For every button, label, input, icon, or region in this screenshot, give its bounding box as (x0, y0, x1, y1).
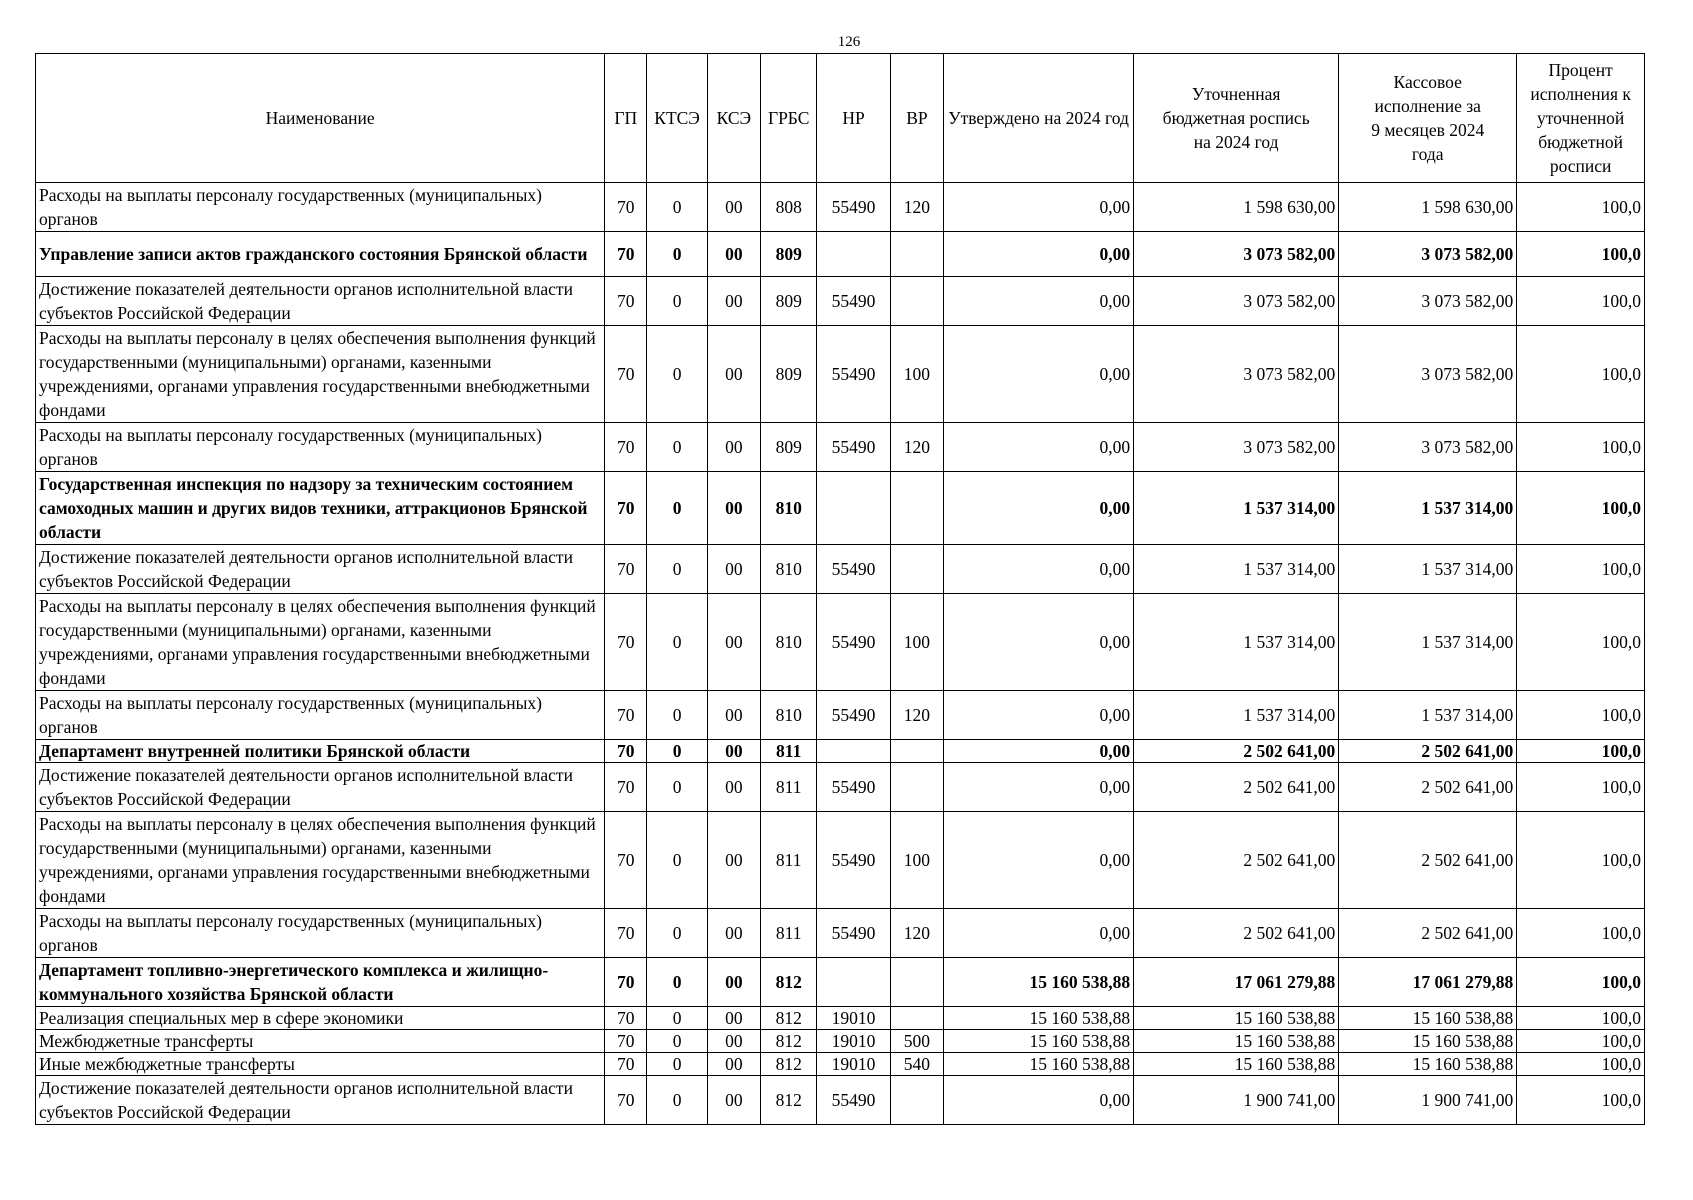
cell-cash: 3 073 582,00 (1339, 232, 1517, 277)
cell-name: Расходы на выплаты персоналу государственных (муниципальных) органов (36, 691, 605, 740)
cell-gp: 70 (605, 812, 647, 909)
cell-percent: 100,0 (1517, 326, 1645, 423)
cell-approved: 0,00 (944, 594, 1134, 691)
cell-cash: 3 073 582,00 (1339, 277, 1517, 326)
table-row (36, 909, 1645, 958)
cell-cash: 1 537 314,00 (1339, 472, 1517, 545)
cell-nr: 19010 (817, 1030, 890, 1053)
cell-name: Управление записи актов гражданского состояния Брянской области (36, 232, 605, 277)
table-row (36, 232, 1645, 277)
cell-approved: 0,00 (944, 232, 1134, 277)
cell-kse: 00 (707, 545, 760, 594)
cell-grbs: 812 (761, 958, 817, 1007)
cell-gp: 70 (605, 277, 647, 326)
header-ktse: КТСЭ (647, 54, 707, 183)
cell-grbs: 809 (761, 326, 817, 423)
cell-approved: 0,00 (944, 691, 1134, 740)
cell-nr: 55490 (817, 763, 890, 812)
cell-cash: 15 160 538,88 (1339, 1030, 1517, 1053)
cell-percent: 100,0 (1517, 1053, 1645, 1076)
cell-gp: 70 (605, 594, 647, 691)
cell-vr: 100 (890, 812, 943, 909)
cell-cash: 1 900 741,00 (1339, 1076, 1517, 1125)
cell-percent: 100,0 (1517, 740, 1645, 763)
cell-refined: 1 537 314,00 (1134, 691, 1339, 740)
cell-name: Расходы на выплаты персоналу в целях обеспечения выполнения функций государственными (муниципальными) органами, казенными учреждениями, органами управления государственными внебюджетными фондами (36, 326, 605, 423)
table-row (36, 183, 1645, 232)
cell-approved: 0,00 (944, 545, 1134, 594)
header-percent: Процент исполнения к уточненной бюджетной росписи (1517, 54, 1645, 183)
cell-nr: 55490 (817, 909, 890, 958)
cell-grbs: 812 (761, 1007, 817, 1030)
cell-refined: 2 502 641,00 (1134, 763, 1339, 812)
cell-ktse: 0 (647, 326, 707, 423)
cell-nr: 55490 (817, 277, 890, 326)
cell-vr (890, 277, 943, 326)
cell-nr: 19010 (817, 1053, 890, 1076)
table-row (36, 1053, 1645, 1076)
cell-vr (890, 1007, 943, 1030)
cell-kse: 00 (707, 691, 760, 740)
cell-percent: 100,0 (1517, 691, 1645, 740)
cell-percent: 100,0 (1517, 183, 1645, 232)
cell-ktse: 0 (647, 183, 707, 232)
cell-refined: 15 160 538,88 (1134, 1007, 1339, 1030)
cell-grbs: 810 (761, 545, 817, 594)
cell-grbs: 810 (761, 472, 817, 545)
cell-kse: 00 (707, 1007, 760, 1030)
cell-percent: 100,0 (1517, 594, 1645, 691)
cell-nr: 55490 (817, 326, 890, 423)
cell-refined: 2 502 641,00 (1134, 909, 1339, 958)
cell-refined: 1 598 630,00 (1134, 183, 1339, 232)
cell-name: Государственная инспекция по надзору за техническим состоянием самоходных машин и других видов техники, аттракционов Брянской области (36, 472, 605, 545)
cell-percent: 100,0 (1517, 1076, 1645, 1125)
cell-cash: 1 537 314,00 (1339, 594, 1517, 691)
header-grbs: ГРБС (761, 54, 817, 183)
cell-ktse: 0 (647, 423, 707, 472)
cell-ktse: 0 (647, 1030, 707, 1053)
cell-approved: 15 160 538,88 (944, 958, 1134, 1007)
cell-cash: 2 502 641,00 (1339, 909, 1517, 958)
header-nr: НР (817, 54, 890, 183)
cell-grbs: 808 (761, 183, 817, 232)
cell-name: Расходы на выплаты персоналу государственных (муниципальных) органов (36, 183, 605, 232)
cell-cash: 17 061 279,88 (1339, 958, 1517, 1007)
cell-vr: 500 (890, 1030, 943, 1053)
cell-kse: 00 (707, 1030, 760, 1053)
cell-name: Межбюджетные трансферты (36, 1030, 605, 1053)
header-gp: ГП (605, 54, 647, 183)
cell-vr (890, 232, 943, 277)
budget-table (35, 53, 1645, 1125)
cell-ktse: 0 (647, 472, 707, 545)
cell-gp: 70 (605, 183, 647, 232)
table-row (36, 277, 1645, 326)
cell-kse: 00 (707, 423, 760, 472)
cell-grbs: 811 (761, 909, 817, 958)
cell-approved: 15 160 538,88 (944, 1030, 1134, 1053)
cell-name: Департамент внутренней политики Брянской области (36, 740, 605, 763)
cell-name: Расходы на выплаты персоналу в целях обеспечения выполнения функций государственными (муниципальными) органами, казенными учреждениями, органами управления государственными внебюджетными фондами (36, 812, 605, 909)
cell-gp: 70 (605, 909, 647, 958)
cell-grbs: 809 (761, 277, 817, 326)
cell-nr: 55490 (817, 1076, 890, 1125)
cell-kse: 00 (707, 740, 760, 763)
cell-vr (890, 1076, 943, 1125)
cell-refined: 1 537 314,00 (1134, 545, 1339, 594)
cell-gp: 70 (605, 740, 647, 763)
table-row (36, 763, 1645, 812)
cell-gp: 70 (605, 1076, 647, 1125)
cell-name: Иные межбюджетные трансферты (36, 1053, 605, 1076)
cell-ktse: 0 (647, 763, 707, 812)
header-cash: Кассовое исполнение за 9 месяцев 2024 года (1339, 54, 1517, 183)
cell-vr (890, 763, 943, 812)
cell-approved: 15 160 538,88 (944, 1007, 1134, 1030)
cell-ktse: 0 (647, 691, 707, 740)
cell-nr (817, 958, 890, 1007)
cell-kse: 00 (707, 594, 760, 691)
cell-approved: 0,00 (944, 909, 1134, 958)
cell-grbs: 809 (761, 232, 817, 277)
page-number: 126 (837, 34, 861, 50)
cell-name: Достижение показателей деятельности органов исполнительной власти субъектов Российской Федерации (36, 763, 605, 812)
cell-gp: 70 (605, 691, 647, 740)
cell-vr (890, 740, 943, 763)
cell-percent: 100,0 (1517, 1030, 1645, 1053)
cell-kse: 00 (707, 958, 760, 1007)
cell-vr (890, 545, 943, 594)
cell-gp: 70 (605, 1030, 647, 1053)
cell-kse: 00 (707, 1053, 760, 1076)
cell-cash: 1 537 314,00 (1339, 691, 1517, 740)
cell-cash: 3 073 582,00 (1339, 326, 1517, 423)
cell-cash: 3 073 582,00 (1339, 423, 1517, 472)
cell-cash: 2 502 641,00 (1339, 812, 1517, 909)
cell-kse: 00 (707, 472, 760, 545)
cell-vr: 120 (890, 909, 943, 958)
cell-grbs: 812 (761, 1076, 817, 1125)
cell-vr: 540 (890, 1053, 943, 1076)
cell-refined: 1 537 314,00 (1134, 472, 1339, 545)
table-row (36, 594, 1645, 691)
cell-grbs: 810 (761, 594, 817, 691)
cell-approved: 0,00 (944, 423, 1134, 472)
cell-refined: 2 502 641,00 (1134, 812, 1339, 909)
cell-gp: 70 (605, 232, 647, 277)
cell-approved: 0,00 (944, 1076, 1134, 1125)
header-approved: Утверждено на 2024 год (944, 54, 1134, 183)
cell-nr: 55490 (817, 545, 890, 594)
table-row (36, 1076, 1645, 1125)
cell-gp: 70 (605, 326, 647, 423)
cell-cash: 2 502 641,00 (1339, 763, 1517, 812)
table-body (36, 183, 1645, 1125)
cell-gp: 70 (605, 423, 647, 472)
cell-kse: 00 (707, 277, 760, 326)
cell-percent: 100,0 (1517, 232, 1645, 277)
table-row (36, 958, 1645, 1007)
cell-kse: 00 (707, 1076, 760, 1125)
cell-kse: 00 (707, 909, 760, 958)
cell-percent: 100,0 (1517, 958, 1645, 1007)
cell-nr: 19010 (817, 1007, 890, 1030)
cell-grbs: 811 (761, 812, 817, 909)
cell-gp: 70 (605, 545, 647, 594)
cell-name: Достижение показателей деятельности органов исполнительной власти субъектов Российской Федерации (36, 545, 605, 594)
table-row (36, 326, 1645, 423)
cell-nr: 55490 (817, 423, 890, 472)
table-header-row (36, 54, 1645, 183)
cell-nr (817, 740, 890, 763)
cell-refined: 3 073 582,00 (1134, 277, 1339, 326)
cell-gp: 70 (605, 958, 647, 1007)
cell-percent: 100,0 (1517, 909, 1645, 958)
cell-kse: 00 (707, 763, 760, 812)
cell-ktse: 0 (647, 812, 707, 909)
cell-ktse: 0 (647, 1007, 707, 1030)
cell-refined: 3 073 582,00 (1134, 423, 1339, 472)
cell-ktse: 0 (647, 1076, 707, 1125)
cell-name: Расходы на выплаты персоналу государственных (муниципальных) органов (36, 423, 605, 472)
cell-grbs: 809 (761, 423, 817, 472)
cell-vr: 100 (890, 326, 943, 423)
cell-ktse: 0 (647, 232, 707, 277)
cell-vr: 100 (890, 594, 943, 691)
cell-percent: 100,0 (1517, 472, 1645, 545)
cell-refined: 3 073 582,00 (1134, 326, 1339, 423)
cell-refined: 1 537 314,00 (1134, 594, 1339, 691)
cell-nr (817, 232, 890, 277)
cell-ktse: 0 (647, 909, 707, 958)
table-row (36, 1030, 1645, 1053)
cell-percent: 100,0 (1517, 277, 1645, 326)
cell-grbs: 810 (761, 691, 817, 740)
cell-approved: 0,00 (944, 277, 1134, 326)
cell-refined: 15 160 538,88 (1134, 1053, 1339, 1076)
cell-name: Достижение показателей деятельности органов исполнительной власти субъектов Российской Федерации (36, 1076, 605, 1125)
cell-vr: 120 (890, 423, 943, 472)
table-row (36, 812, 1645, 909)
cell-name: Достижение показателей деятельности органов исполнительной власти субъектов Российской Федерации (36, 277, 605, 326)
cell-ktse: 0 (647, 277, 707, 326)
cell-refined: 17 061 279,88 (1134, 958, 1339, 1007)
cell-kse: 00 (707, 232, 760, 277)
cell-vr: 120 (890, 183, 943, 232)
cell-refined: 15 160 538,88 (1134, 1030, 1339, 1053)
cell-cash: 1 598 630,00 (1339, 183, 1517, 232)
header-refined: Уточненная бюджетная роспись на 2024 год (1134, 54, 1339, 183)
cell-ktse: 0 (647, 740, 707, 763)
cell-gp: 70 (605, 472, 647, 545)
cell-approved: 0,00 (944, 183, 1134, 232)
cell-percent: 100,0 (1517, 812, 1645, 909)
cell-cash: 2 502 641,00 (1339, 740, 1517, 763)
table-row (36, 423, 1645, 472)
cell-vr: 120 (890, 691, 943, 740)
cell-approved: 0,00 (944, 812, 1134, 909)
cell-nr: 55490 (817, 812, 890, 909)
cell-kse: 00 (707, 183, 760, 232)
table-row (36, 472, 1645, 545)
cell-ktse: 0 (647, 958, 707, 1007)
cell-gp: 70 (605, 763, 647, 812)
cell-approved: 0,00 (944, 763, 1134, 812)
cell-name: Реализация специальных мер в сфере экономики (36, 1007, 605, 1030)
cell-vr (890, 958, 943, 1007)
table-row (36, 545, 1645, 594)
cell-name: Департамент топливно-энергетического комплекса и жилищно-коммунального хозяйства Брянской области (36, 958, 605, 1007)
cell-approved: 15 160 538,88 (944, 1053, 1134, 1076)
cell-approved: 0,00 (944, 326, 1134, 423)
cell-ktse: 0 (647, 545, 707, 594)
cell-percent: 100,0 (1517, 1007, 1645, 1030)
cell-gp: 70 (605, 1007, 647, 1030)
cell-vr (890, 472, 943, 545)
cell-name: Расходы на выплаты персоналу в целях обеспечения выполнения функций государственными (муниципальными) органами, казенными учреждениями, органами управления государственными внебюджетными фондами (36, 594, 605, 691)
cell-nr: 55490 (817, 594, 890, 691)
cell-nr: 55490 (817, 691, 890, 740)
table-row (36, 1007, 1645, 1030)
cell-percent: 100,0 (1517, 545, 1645, 594)
cell-percent: 100,0 (1517, 423, 1645, 472)
cell-approved: 0,00 (944, 740, 1134, 763)
cell-grbs: 811 (761, 740, 817, 763)
cell-kse: 00 (707, 326, 760, 423)
cell-nr (817, 472, 890, 545)
header-name: Наименование (36, 54, 605, 183)
cell-cash: 15 160 538,88 (1339, 1053, 1517, 1076)
cell-refined: 2 502 641,00 (1134, 740, 1339, 763)
cell-nr: 55490 (817, 183, 890, 232)
header-vr: ВР (890, 54, 943, 183)
cell-refined: 3 073 582,00 (1134, 232, 1339, 277)
cell-grbs: 812 (761, 1053, 817, 1076)
table-row (36, 740, 1645, 763)
cell-ktse: 0 (647, 594, 707, 691)
cell-refined: 1 900 741,00 (1134, 1076, 1339, 1125)
cell-cash: 15 160 538,88 (1339, 1007, 1517, 1030)
cell-name: Расходы на выплаты персоналу государственных (муниципальных) органов (36, 909, 605, 958)
cell-kse: 00 (707, 812, 760, 909)
cell-ktse: 0 (647, 1053, 707, 1076)
cell-cash: 1 537 314,00 (1339, 545, 1517, 594)
table-row (36, 691, 1645, 740)
cell-gp: 70 (605, 1053, 647, 1076)
cell-approved: 0,00 (944, 472, 1134, 545)
cell-grbs: 811 (761, 763, 817, 812)
header-kse: КСЭ (707, 54, 760, 183)
cell-grbs: 812 (761, 1030, 817, 1053)
cell-percent: 100,0 (1517, 763, 1645, 812)
